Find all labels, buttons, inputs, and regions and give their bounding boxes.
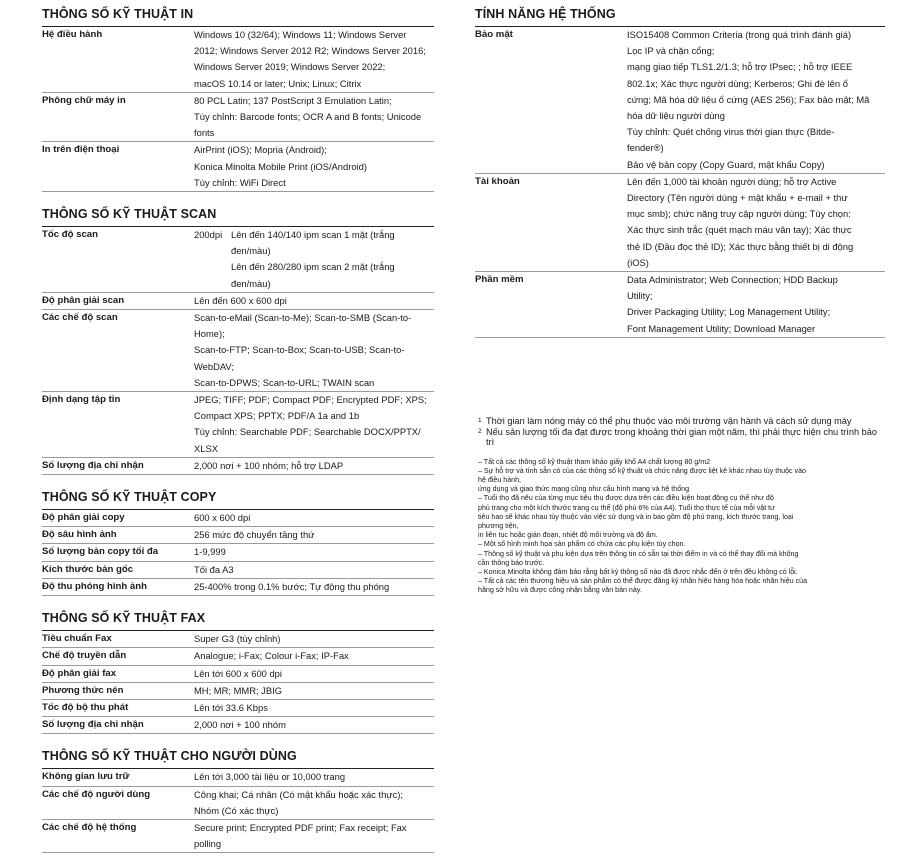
spec-label: Số lượng bản copy tối đa: [42, 546, 159, 558]
spec-value-line: (iOS): [627, 256, 649, 268]
spec-value: [194, 392, 434, 457]
spec-value-line: Directory (Tên người dùng + mật khẩu + e-mail + thư: [627, 192, 848, 204]
spec-row: [42, 544, 434, 561]
spec-table: [42, 27, 434, 192]
spec-value: [627, 272, 885, 337]
disclaimer-line: – Tất cả các tên thương hiệu và sản phẩm có thể được đăng ký nhãn hiệu hàng hóa hoặc nhãn hiệu của: [478, 577, 808, 586]
spec-value: [194, 700, 434, 716]
spec-value-line: AirPrint (iOS); Mopria (Android);: [194, 144, 327, 156]
spec-value-line: Super G3 (tùy chỉnh): [194, 633, 281, 645]
spec-label: Phần mềm: [475, 274, 524, 286]
disclaimer-line: – Konica Minolta không đảm bảo rằng bất kỳ thông số nào đã được nhắc đến ở trên đều không có lỗi.: [478, 567, 798, 576]
spec-value-line: Lên tới 33.6 Kbps: [194, 701, 268, 713]
spec-label: Độ phân giải scan: [42, 294, 125, 306]
spec-row: [42, 683, 434, 700]
footnotes: [478, 416, 883, 596]
spec-row: [42, 310, 434, 392]
spec-label: Hệ điều hành: [42, 29, 103, 40]
spec-value: [194, 93, 434, 142]
spec-label: Phương thức nén: [42, 684, 124, 696]
spec-label: Độ phân giải copy: [42, 512, 125, 524]
spec-value: [194, 458, 434, 474]
spec-label: Định dạng tập tin: [42, 394, 121, 406]
spec-table: [475, 27, 885, 338]
spec-value-line: Công khai; Cá nhân (Có mật khẩu hoặc xác thực);: [194, 788, 403, 800]
spec-row: [42, 93, 434, 143]
disclaimer-line: hệ điều hành,: [478, 475, 521, 484]
spec-row: [42, 717, 434, 734]
spec-value-line: Tùy chỉnh: Searchable PDF; Searchable DOCX/PPTX/: [194, 426, 421, 438]
spec-value-line: WebDAV;: [194, 360, 234, 372]
disclaimer-line: – Sự hỗ trợ và tính sẵn có của các thông số kỹ thuật và chức năng được liệt kê khác nhau tùy thuộc vào: [478, 466, 806, 475]
spec-row: [42, 769, 434, 786]
spec-label: Độ sâu hình ảnh: [42, 529, 117, 541]
system-features-section: [475, 6, 885, 338]
footnote-text: Nếu sản lượng tối đa đạt được trong khoảng thời gian một năm, thì phải thực hiện chu trình bảo trì: [486, 426, 877, 447]
section-title: THÔNG SỐ KỸ THUẬT CHO NGƯỜI DÙNG: [42, 748, 434, 769]
spec-table: [42, 631, 434, 734]
spec-value-line: polling: [194, 838, 222, 850]
scan-speed-line: [194, 259, 434, 291]
right-column: [475, 6, 885, 352]
spec-value: [627, 174, 885, 271]
spec-row: [42, 631, 434, 648]
spec-label: Các chế độ người dùng: [42, 788, 151, 800]
spec-row: [42, 579, 434, 596]
spec-value-line: thẻ ID (Đầu đọc thẻ ID); Xác thực bằng thiết bị di động: [627, 240, 854, 252]
spec-label: Tiêu chuẩn Fax: [42, 633, 112, 645]
spec-value: [194, 510, 434, 526]
spec-value-line: Tùy chỉnh: Barcode fonts; OCR A and B fonts; Unicode: [194, 111, 422, 123]
spec-row: [42, 227, 434, 293]
spec-label: Không gian lưu trữ: [42, 771, 130, 783]
spec-table: [42, 769, 434, 853]
spec-label: Độ thu phóng hình ảnh: [42, 580, 147, 592]
spec-value-line: Scan-to-FTP; Scan-to-Box; Scan-to-USB; Scan-to-: [194, 344, 405, 356]
spec-value-line: cứng; Mã hóa dữ liệu ổ cứng (AES 256); Fax bảo mật; Mã: [627, 93, 870, 105]
disclaimer-line: tiêu hao sẽ khác nhau tùy thuộc vào việc sử dụng và in bao gồm độ phủ trang, kích thước trang, loại: [478, 512, 794, 521]
spec-value-line: 2012; Windows Server 2012 R2; Windows Server 2016;: [194, 45, 426, 57]
spec-value-line: 256 mức độ chuyển tầng thứ: [194, 529, 315, 541]
footnote-text: Thời gian làm nóng máy có thể phụ thuộc vào môi trường vận hành và cách sử dụng máy: [486, 416, 852, 426]
disclaimer-line: – Tất cả các thông số kỹ thuật tham khảo giấy khổ A4 chất lượng 80 g/m2: [478, 457, 711, 466]
spec-value-line: Bảo vệ bản copy (Copy Guard, mật khẩu Copy): [627, 158, 825, 170]
disclaimer-line: phủ trang cho một kích thước trang cụ thể (độ phủ 6% của A4). Tuổi thọ thực tế của mỗi vật tư: [478, 503, 775, 512]
spec-value-line: Windows Server 2019; Windows Server 2022;: [194, 61, 386, 73]
footnote-mark: 1: [478, 417, 482, 424]
spec-value-line: 802.1x; Xác thực người dùng; Kerberos; Ghi đè lên ổ: [627, 77, 848, 89]
footnote-item: [478, 416, 883, 427]
spec-value-line: Secure print; Encrypted PDF print; Fax receipt; Fax: [194, 821, 407, 833]
footnote-item: [478, 427, 883, 448]
section-title: THÔNG SỐ KỸ THUẬT FAX: [42, 610, 434, 631]
spec-value: [194, 769, 434, 785]
spec-value: [194, 717, 434, 733]
spec-value: [194, 631, 434, 647]
spec-table: [42, 510, 434, 596]
spec-value-line: Nhóm (Có xác thực): [194, 804, 279, 816]
spec-value-line: Lọc IP và chặn cổng;: [627, 45, 715, 57]
spec-value: [194, 142, 434, 191]
spec-value-line: Tùy chỉnh: Quét chống virus thời gian thực (Bitde-: [627, 126, 835, 138]
spec-value-line: macOS 10.14 or later; Unix; Linux; Citrix: [194, 77, 362, 89]
spec-value: [194, 310, 434, 391]
scan-specs-section: [42, 206, 434, 475]
spec-value-line: Konica Minolta Mobile Print (iOS/Android): [194, 160, 367, 172]
spec-row: [42, 458, 434, 475]
left-column: [42, 6, 434, 867]
spec-label: Số lượng địa chỉ nhận: [42, 459, 144, 471]
spec-value-line: Scan-to-eMail (Scan-to-Me); Scan-to-SMB (Scan-to-: [194, 312, 412, 324]
spec-value-line: Tối đa A3: [194, 563, 234, 575]
spec-value-line: ISO15408 Common Criteria (trong quá trình đánh giá): [627, 29, 852, 40]
spec-value: [194, 648, 434, 664]
spec-value-line: Compact XPS; PPTX; PDF/A 1a and 1b: [194, 410, 360, 422]
fax-specs-section: [42, 610, 434, 734]
disclaimer-line: cần thông báo trước.: [478, 558, 545, 567]
spec-value-line: Lên tới 600 x 600 dpi: [194, 667, 282, 679]
spec-value-line: Lên tới 3,000 tài liệu or 10,000 trang: [194, 771, 346, 783]
spec-value: [627, 27, 885, 173]
spec-label: Số lượng địa chỉ nhận: [42, 719, 144, 731]
spec-value-line: 25-400% trong 0.1% bước; Tự động thu phóng: [194, 580, 390, 592]
spec-value: [194, 562, 434, 578]
spec-label: Độ phân giải fax: [42, 667, 117, 679]
spec-row: [42, 562, 434, 579]
disclaimer-line: phương tiện,: [478, 521, 519, 530]
spec-label: Tài khoản: [475, 175, 520, 187]
spec-row: [42, 392, 434, 458]
scan-dpi: 200dpi: [194, 229, 223, 241]
spec-value-line: 1-9,999: [194, 546, 226, 558]
spec-row: [42, 648, 434, 665]
spec-value-line: mạng giao tiếp TLS1.2/1.3; hỗ trợ IPsec; ; hỗ trợ IEEE: [627, 61, 853, 73]
disclaimer-line: – Tuổi thọ đã nêu của từng mục tiêu thụ được dựa trên các điều kiện hoạt động cụ thể như độ: [478, 494, 774, 503]
spec-value-line: 80 PCL Latin; 137 PostScript 3 Emulation Latin;: [194, 94, 392, 106]
spec-row: [42, 293, 434, 310]
spec-value-line: 2,000 nơi + 100 nhóm; hỗ trợ LDAP: [194, 459, 344, 471]
section-title: THÔNG SỐ KỸ THUẬT SCAN: [42, 206, 434, 227]
spec-value: [194, 293, 434, 309]
scan-speed-simplex: Lên đến 140/140 ipm scan 1 mặt (trắng đen/màu): [231, 229, 395, 257]
spec-label: Phông chữ máy in: [42, 94, 126, 106]
scan-speed-duplex: Lên đến 280/280 ipm scan 2 mặt (trắng đen/màu): [231, 261, 395, 289]
scan-speed-line: [194, 227, 434, 259]
spec-value-line: MH; MR; MMR; JBIG: [194, 684, 283, 696]
copy-specs-section: [42, 489, 434, 596]
spec-row: [42, 820, 434, 853]
user-specs-section: [42, 748, 434, 853]
spec-row: [42, 666, 434, 683]
disclaimer-line: hãng sở hữu và được công nhận bằng văn bản này.: [478, 586, 642, 595]
footnote-mark: 2: [478, 427, 482, 435]
disclaimer-line: – Một số hình minh họa sản phẩm có chứa các phụ kiện tùy chọn.: [478, 540, 686, 549]
spec-row: [42, 787, 434, 820]
spec-value-line: Scan-to-DPWS; Scan-to-URL; TWAIN scan: [194, 376, 375, 388]
spec-value-line: fonts: [194, 127, 215, 139]
spec-value: [194, 787, 434, 819]
spec-value-line: Data Administrator; Web Connection; HDD Backup: [627, 274, 838, 286]
spec-value-line: mục smb); chức năng truy cập người dùng; Tùy chọn:: [627, 208, 851, 220]
spec-row: [42, 510, 434, 527]
disclaimer-line: ứng dụng và giao thức mạng cũng như cấu hình mạng và hệ thống: [478, 485, 690, 494]
section-title: TÍNH NĂNG HỆ THỐNG: [475, 6, 885, 27]
section-title: THÔNG SỐ KỸ THUẬT IN: [42, 6, 434, 27]
spec-row: [475, 272, 885, 338]
spec-row: [475, 27, 885, 174]
spec-label: Chế độ truyền dẫn: [42, 650, 127, 662]
spec-value: [194, 227, 434, 292]
spec-value: [194, 544, 434, 560]
spec-value-line: Lên đến 1,000 tài khoản người dùng; hỗ trợ Active: [627, 175, 837, 187]
spec-label: Tốc độ bộ thu phát: [42, 701, 129, 713]
spec-table: [42, 293, 434, 475]
spec-value: [194, 666, 434, 682]
spec-row: [42, 142, 434, 192]
footnote-list: [478, 416, 883, 448]
spec-value-line: Utility;: [627, 290, 653, 302]
spec-value-line: Tùy chỉnh: WiFi Direct: [194, 176, 286, 188]
spec-row: [475, 174, 885, 272]
spec-value-line: Analogue; i-Fax; Colour i-Fax; IP-Fax: [194, 650, 349, 662]
spec-value-line: Xác thực sinh trắc (quét mạch máu vân tay); Xác thực: [627, 224, 852, 236]
spec-value: [194, 527, 434, 543]
spec-value: [194, 579, 434, 595]
spec-label: Tốc độ scan: [42, 229, 98, 241]
spec-value: [194, 820, 434, 852]
spec-value-line: 600 x 600 dpi: [194, 512, 251, 524]
spec-value-line: JPEG; TIFF; PDF; Compact PDF; Encrypted PDF; XPS;: [194, 394, 427, 406]
spec-value-line: Lên đến 600 x 600 dpi: [194, 294, 287, 306]
spec-value-line: fender®): [627, 142, 664, 154]
spec-value: [194, 27, 434, 92]
section-title: THÔNG SỐ KỸ THUẬT COPY: [42, 489, 434, 510]
spec-value-line: 2,000 nơi + 100 nhóm: [194, 719, 286, 731]
spec-row: [42, 27, 434, 93]
spec-value-line: Driver Packaging Utility; Log Management Utility;: [627, 306, 831, 318]
spec-row: [42, 700, 434, 717]
spec-label: Các chế độ scan: [42, 312, 118, 324]
spec-label: Bảo mật: [475, 29, 513, 40]
spec-label: In trên điện thoại: [42, 144, 120, 156]
spec-row: [42, 527, 434, 544]
spec-value: [194, 683, 434, 699]
print-specs-section: [42, 6, 434, 192]
spec-value-line: Font Management Utility; Download Manager: [627, 322, 816, 334]
spec-label: Kích thước bản gốc: [42, 563, 134, 575]
spec-value-line: Home);: [194, 328, 225, 340]
spec-value-line: XLSX: [194, 442, 218, 454]
spec-label: Các chế độ hệ thống: [42, 821, 137, 833]
spec-value-line: Windows 10 (32/64); Windows 11; Windows Server: [194, 29, 407, 40]
spec-value-line: hóa dữ liệu người dùng: [627, 110, 725, 122]
disclaimer-line: in liên tục hoặc gián đoạn, nhiệt độ môi trường và độ ẩm.: [478, 531, 658, 540]
disclaimer-notes: [478, 458, 883, 596]
disclaimer-line: – Thông số kỹ thuật và phụ kiện dựa trên thông tin có sẵn tại thời điểm in và có thể thay đổi mà không: [478, 549, 799, 558]
